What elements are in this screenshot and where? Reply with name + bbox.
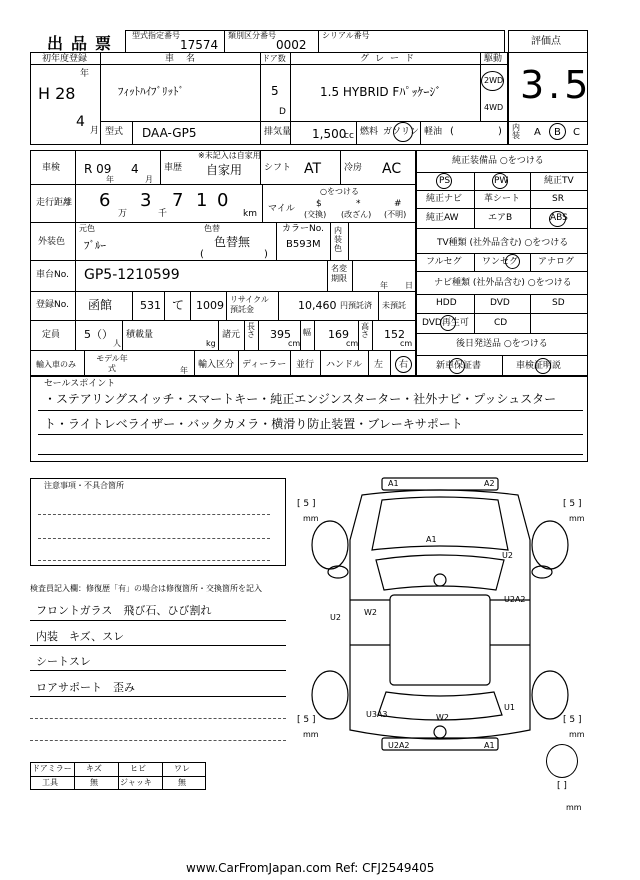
- mileage-option-tamper: (改ざん): [341, 210, 372, 219]
- legend-jack-value: 無: [178, 778, 186, 787]
- mark-bumper-a2: A2: [484, 479, 495, 488]
- model-type-value: DAA-GP5: [142, 126, 197, 140]
- first-reg-month: 4: [76, 114, 85, 130]
- tv-oneseg-circle: [505, 254, 520, 269]
- length-label: 長さ: [247, 322, 255, 339]
- use-note: ※未記入は自家用: [198, 151, 261, 160]
- color-paren-open: (: [200, 249, 204, 260]
- capacity-label: 定員: [42, 330, 61, 340]
- displacement-label: 排気量: [264, 127, 292, 137]
- mileage-option-star: *: [356, 199, 361, 209]
- recycle-unpaid: 未預託: [382, 301, 406, 310]
- displacement-unit: cc: [344, 131, 354, 141]
- import-dealer: ディーラー: [242, 360, 287, 370]
- legend-header-scratch: キズ: [86, 764, 102, 773]
- later-inspection: 車検証明説: [516, 361, 562, 371]
- color-change-value: 色替無: [214, 235, 251, 249]
- navi-dvd: DVD: [490, 298, 510, 308]
- mark-rear-w2: W2: [436, 713, 449, 722]
- shift-label: シフト: [264, 163, 292, 173]
- mark-rear-u3a3: U3A3: [366, 710, 388, 719]
- legend-tools-value: 無: [90, 778, 98, 787]
- import-label: 輸入車のみ: [36, 360, 76, 369]
- tread-rr: [ 5 ]: [563, 715, 582, 725]
- tread-rl-unit: mm: [303, 730, 319, 739]
- inspection-value: R 09: [84, 162, 112, 176]
- mileage-digit-1: 6: [99, 190, 111, 211]
- width-unit: cm: [346, 339, 359, 348]
- recycle-value: 10,460: [298, 299, 337, 312]
- drive-2wd-circle: [481, 71, 504, 91]
- tread-spare: [ ]: [557, 781, 567, 791]
- reg-class: 531: [140, 299, 161, 312]
- mileage-circle-hint: ○をつける: [320, 187, 359, 196]
- mark-rear-bumper-u2a2: U2A2: [388, 741, 410, 750]
- name-change-day: 日: [405, 281, 413, 290]
- chassis-value: GP5-1210599: [84, 267, 180, 283]
- mileage-unit-man: 万: [118, 209, 128, 219]
- model-designation-value: 17574: [180, 38, 219, 52]
- interior-grade-c: C: [573, 127, 580, 138]
- width-label: 幅: [303, 328, 311, 337]
- tread-rl: [ 5 ]: [297, 715, 316, 725]
- mileage-digit-2: 3: [140, 190, 152, 211]
- tv-analog: アナログ: [538, 257, 575, 267]
- spare-tire-icon: [546, 744, 578, 778]
- interior-grade-a: A: [534, 127, 541, 138]
- inspection-year-unit: 年: [106, 175, 114, 184]
- doors-sub: D: [279, 107, 286, 117]
- reg-number: 1009: [196, 299, 224, 312]
- inspection-month-unit: 月: [145, 175, 153, 184]
- navi-sd: SD: [552, 298, 565, 308]
- recycle-label: リサイクル預託金: [230, 295, 269, 314]
- std-item-tv: 純正TV: [544, 176, 574, 186]
- first-reg-year: H 28: [38, 84, 76, 103]
- mark-bumper-a1: A1: [388, 479, 399, 488]
- doors-label: ドア数: [262, 54, 286, 63]
- handle-right-circle: [395, 356, 412, 373]
- category-value: 0002: [276, 38, 307, 52]
- tv-oneseg: ワンセグ: [482, 257, 519, 267]
- doors-value: 5: [271, 84, 279, 98]
- first-reg-label: 初年度登録: [42, 54, 88, 64]
- model-type-label: 型式: [105, 127, 124, 137]
- first-reg-year-unit: 年: [80, 69, 90, 79]
- height-unit: cm: [400, 339, 413, 348]
- height-label: 高さ: [361, 322, 369, 339]
- name-change-label: 名変期限: [331, 264, 347, 283]
- import-type-label: 輸入区分: [198, 360, 235, 370]
- mark-rear-bumper-a1: A1: [484, 741, 495, 750]
- chassis-label: 車台No.: [36, 270, 69, 280]
- mark-hood-a1: A1: [426, 535, 437, 544]
- mileage-digit-5: 0: [217, 190, 229, 211]
- mileage-option-exchange: (交換): [304, 210, 327, 219]
- drive-label: 駆動: [484, 54, 503, 64]
- fuel-light-oil: 軽油: [424, 127, 443, 137]
- length-value: 395: [270, 328, 291, 341]
- std-item-sr: SR: [552, 194, 564, 204]
- tread-spare-unit: mm: [566, 803, 582, 812]
- tread-fl-unit: mm: [303, 514, 319, 523]
- reg-area: 函館: [88, 298, 113, 312]
- notes-box: [30, 478, 286, 566]
- tread-fr: [ 5 ]: [563, 499, 582, 509]
- inspection-label: 車検: [42, 163, 61, 173]
- navi-header: ナビ種類 (社外品含む) ○をつける: [434, 278, 572, 288]
- later-warranty-circle: [449, 358, 465, 374]
- inspector-label: 検査員記入欄：修復歴「有」の場合は修復箇所・交換箇所を記入: [30, 584, 262, 593]
- navi-dvd-playable: DVD再生可: [422, 318, 469, 328]
- legend-header-break: ワレ: [174, 764, 190, 773]
- mark-door-w2: W2: [364, 608, 377, 617]
- model-designation-label: 型式指定番号: [132, 31, 180, 40]
- car-damage-diagram: [290, 470, 590, 810]
- name-change-year: 年: [380, 281, 388, 290]
- interior-grade-b: B: [554, 127, 561, 138]
- first-reg-month-unit: 月: [90, 126, 100, 136]
- std-equipment-header: 純正装備品 ○をつける: [452, 156, 544, 166]
- sheet-title: 出品票: [47, 34, 120, 53]
- height-value: 152: [384, 328, 405, 341]
- capacity-value: 5（）: [84, 328, 113, 341]
- grade-label: グレード: [360, 54, 421, 64]
- navi-dvd-circle: [440, 315, 456, 331]
- handle-left: 左: [374, 360, 384, 370]
- legend-header-crack: ヒビ: [130, 764, 146, 773]
- interior-label: 内装: [512, 123, 520, 140]
- rating-label: 評価点: [531, 36, 561, 47]
- sales-line-2: ト・ライトレベライザー・バックカメラ・横滑り防止装置・ブレーキサポート: [44, 417, 463, 431]
- color-paren-close: ): [264, 249, 268, 260]
- sales-line-1: ・ステアリングスイッチ・スマートキー・純正エンジンスターター・社外ナビ・プッシュスター: [44, 392, 557, 406]
- category-label: 類別区分番号: [228, 31, 276, 40]
- model-year-unit: 年: [180, 366, 188, 375]
- note-line-3: シートスレ: [36, 655, 91, 668]
- std-pw-circle: [492, 173, 508, 189]
- mileage-option-hash: #: [394, 199, 402, 209]
- later-warranty: 新車保証書: [436, 361, 482, 371]
- serial-label: シリアル番号: [322, 31, 370, 40]
- handle-right: 右: [399, 360, 409, 370]
- tread-fl: [ 5 ]: [297, 499, 316, 509]
- std-item-airbag: エアB: [488, 213, 513, 223]
- interior-b-circle: [549, 123, 566, 140]
- mileage-unit-sen: 千: [158, 209, 168, 219]
- shift-value: AT: [304, 161, 322, 177]
- legend-jack: ジャッキ: [120, 778, 152, 787]
- tread-fr-unit: mm: [569, 514, 585, 523]
- car-name-label: 車名: [165, 54, 208, 64]
- reg-label: 登録No.: [36, 300, 69, 310]
- tread-rr-unit: mm: [569, 730, 585, 739]
- navi-cd: CD: [494, 318, 508, 328]
- grade-value: 1.5 HYBRID Fﾊﾟｯｹｰｼﾞ: [320, 85, 442, 99]
- color-no-value: B593M: [286, 239, 321, 250]
- reg-kana: て: [172, 298, 185, 312]
- std-item-pw: PW: [494, 176, 509, 186]
- load-label: 積載量: [126, 330, 154, 340]
- mark-door-u2a2: U2A2: [504, 595, 526, 604]
- use-value: 自家用: [206, 163, 243, 177]
- fuel-gasoline-circle: [393, 122, 413, 142]
- color-orig-label: 元色: [79, 224, 95, 233]
- mark-rear-u1: U1: [504, 703, 515, 712]
- legend-tools: 工具: [42, 778, 58, 787]
- width-value: 169: [328, 328, 349, 341]
- color-orig-value: ﾌﾞﾙｰ: [84, 239, 106, 252]
- std-item-aw: 純正AW: [426, 213, 459, 223]
- fuel-label: 燃料: [360, 127, 379, 137]
- load-unit: kg: [206, 339, 216, 348]
- ac-label: 冷房: [344, 163, 363, 173]
- mileage-option-dollar: $: [316, 199, 322, 209]
- std-item-leather: 革シート: [484, 194, 521, 204]
- mark-fender-u2: U2: [502, 551, 513, 560]
- footer-ref: www.CarFromJapan.com Ref: CFJ2549405: [186, 861, 435, 875]
- tv-header: TV種類 (社外品含む) ○をつける: [437, 238, 569, 248]
- dims-label: 諸元: [222, 330, 241, 340]
- import-parallel: 並行: [296, 360, 315, 370]
- color-label: 外装色: [38, 237, 66, 247]
- fuel-paren-open: (: [450, 126, 454, 137]
- model-year-label: モデル年式: [96, 354, 128, 373]
- capacity-unit: 人: [113, 339, 121, 348]
- handle-label: ハンドル: [326, 360, 363, 370]
- mileage-digit-3: 7: [172, 190, 184, 211]
- rating-value: 3.5: [520, 63, 593, 107]
- interior-color-label: 内装色: [334, 226, 342, 254]
- std-item-ps: PS: [439, 176, 451, 186]
- mileage-digit-4: 1: [196, 190, 208, 211]
- inspection-month: 4: [131, 162, 139, 176]
- color-change-label: 色替: [204, 224, 220, 233]
- note-line-4: ロアサポート 歪み: [36, 681, 135, 694]
- mileage-option-mile: マイル: [268, 204, 295, 214]
- mileage-option-unknown: (不明): [384, 210, 407, 219]
- later-header: 後日発送品 ○をつける: [456, 339, 548, 349]
- sales-label: セールスポイント: [44, 379, 116, 389]
- drive-4wd: 4WD: [484, 103, 504, 112]
- legend-header-mirror: ドアミラー: [32, 764, 72, 773]
- car-name: ﾌｨｯﾄﾊｲﾌﾞﾘｯﾄﾞ: [118, 85, 184, 98]
- length-unit: cm: [288, 339, 301, 348]
- later-inspection-circle: [535, 358, 551, 374]
- ac-value: AC: [382, 161, 402, 177]
- notes-label: 注意事項・不具合箇所: [44, 481, 124, 490]
- recycle-unit: 円預託済: [340, 301, 372, 310]
- std-item-navi: 純正ナビ: [426, 194, 463, 204]
- note-line-1: フロントガラス 飛び石、ひび割れ: [36, 604, 212, 617]
- fuel-paren-close: ): [498, 126, 502, 137]
- tv-fullseg: フルセグ: [426, 257, 462, 267]
- mileage-label: 走行距離: [36, 198, 73, 208]
- note-line-2: 内装 キズ、スレ: [36, 630, 125, 643]
- std-item-abs: ABS: [550, 213, 568, 223]
- displacement-value: 1,500: [312, 127, 347, 141]
- std-abs-circle: [549, 211, 566, 227]
- drive-2wd: 2WD: [484, 76, 504, 85]
- mileage-unit: km: [243, 209, 257, 219]
- fuel-gasoline: ガソリン: [383, 127, 420, 137]
- navi-hdd: HDD: [436, 298, 457, 308]
- mark-left-u2: U2: [330, 613, 341, 622]
- color-no-label: カラーNo.: [282, 224, 324, 234]
- std-ps-circle: [436, 173, 452, 189]
- use-label: 車歴: [164, 163, 183, 173]
